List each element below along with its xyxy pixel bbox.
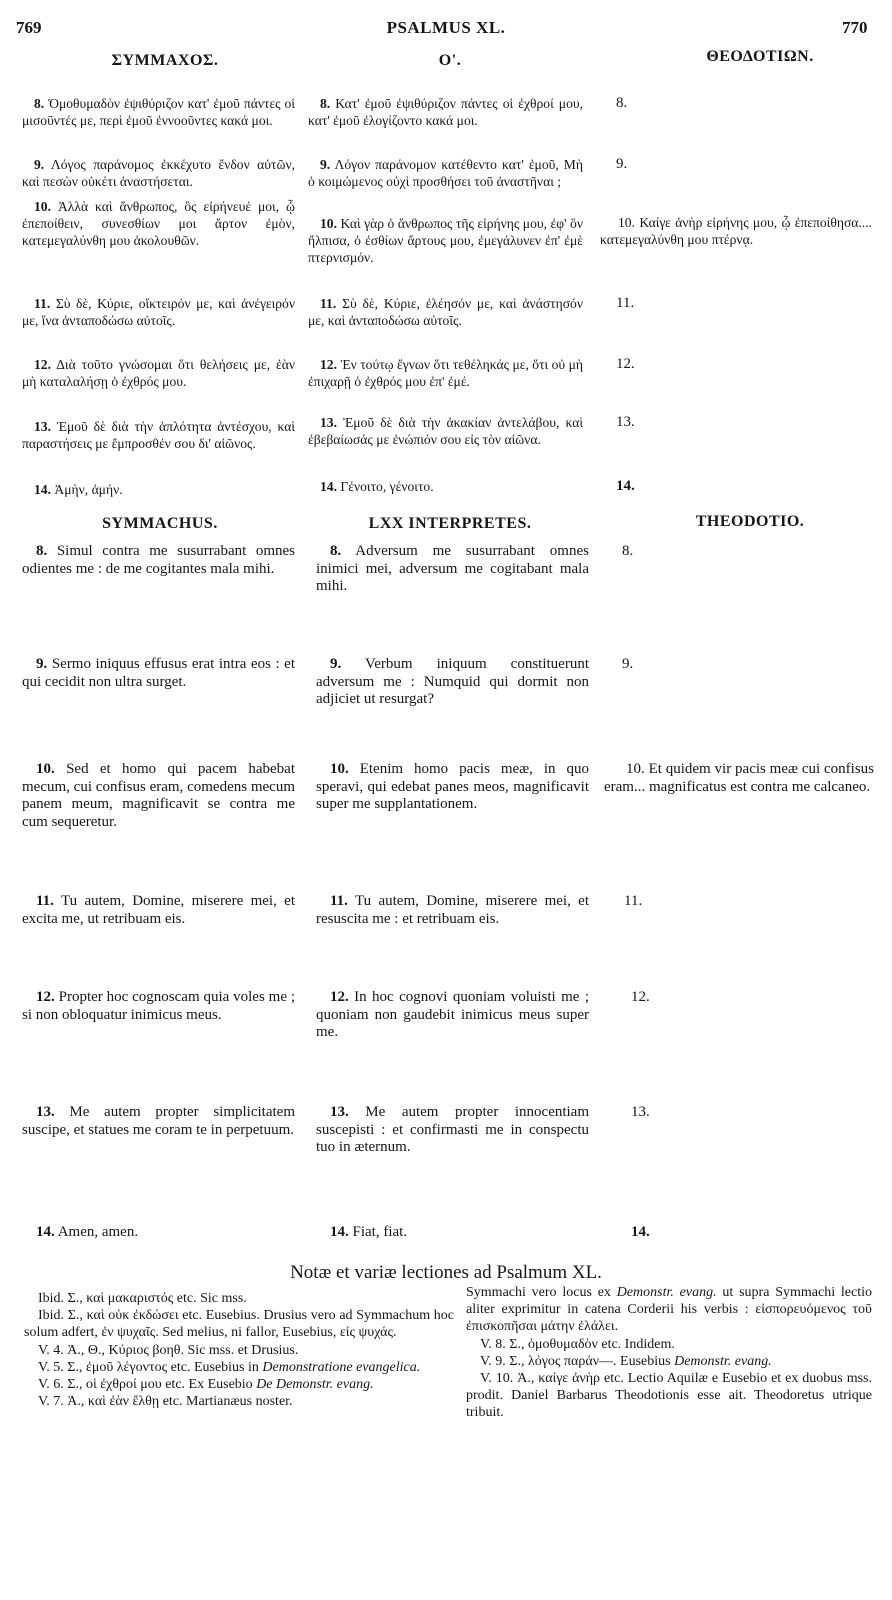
latin-sym-verse-14 (22, 1224, 295, 1242)
greek-header-symmachus: ΣΥΜΜΑΧΟΣ. (111, 52, 219, 69)
latin-header-theodotion: THEODOTIO. (695, 513, 805, 530)
verse-number: 8. (36, 543, 48, 559)
latin-theo-num-11: 11. (624, 893, 643, 909)
latin-theo-num-13: 13. (631, 1104, 650, 1120)
verse-text: Ἐμοῦ δὲ διὰ τὴν ἀκακίαν ἀντελάβου, καὶ ἐβεβαίωσάς με ἐνώπιόν σου εἰς τὸν αἰῶνα. (308, 415, 583, 447)
verse-number: 13. (34, 419, 51, 434)
verse-number: 11. (36, 893, 54, 909)
verse-text: Propter hoc cognoscam quia voles me ; si non obloquatur inimicus meus. (22, 989, 295, 1023)
note-ibid-1: Ibid. Σ., καὶ μακαριστός etc. Sic mss. (38, 1291, 247, 1306)
greek-theo-num-11: 11. (616, 295, 635, 311)
verse-text: Etenim homo pacis meæ, in quo speravi, qui edebat panes meos, magnificavit super me supplantationem. (316, 761, 590, 812)
verse-number: 14. (330, 1224, 349, 1240)
note-v10: V. 10. Ἀ., καίγε ἀνὴρ etc. Lectio Aquilæ e Eusebio et ex duobus mss. prodit. Daniel Barbarus Theodotionis esse ait. Theodoretus utrique tribuit. (466, 1371, 872, 1421)
note-v7: V. 7. Ἀ., καὶ ἐὰν ἔλθῃ etc. Martianæus noster. (38, 1394, 293, 1410)
page-title: PSALMUS XL. (386, 18, 506, 37)
greek-sym-verse-13 (22, 418, 295, 452)
verse-number: 10. (320, 216, 337, 231)
greek-sym-verse-9 (22, 156, 295, 190)
latin-header-lxx: LXX INTERPRETES. (368, 515, 532, 532)
latin-lxx-verse-9 (316, 656, 589, 709)
note-v4: V. 4. Ἀ., Θ., Κύριος βοηθ. Sic mss. et Drusius. (38, 1342, 299, 1358)
greek-lxx-verse-9 (308, 156, 583, 190)
verse-text: Tu autem, Domine, miserere mei, et resuscita me : et retribuam eis. (316, 893, 589, 927)
verse-number: 12. (330, 989, 349, 1005)
verse-number: 13. (36, 1104, 55, 1120)
greek-theo-num-9: 9. (616, 156, 628, 172)
verse-text: Ἀμὴν, ἀμήν. (54, 482, 123, 497)
verse-text: Sermo iniquus effusus erat intra eos : et qui cecidit non ultra surget. (22, 656, 296, 690)
note-ibid-2: Ibid. Σ., καὶ οὐκ ἐκδώσει etc. Eusebius. Drusius vero ad Symmachum hoc solum adfert, ἐν ψυχαῖς. Sed melius, ni fallor, Eusebius, εἰς ψυχάς. (24, 1308, 454, 1341)
greek-theo-verse-10: 10. Καίγε ἀνὴρ εἰρήνης μου, ᾧ ἐπεποίθησα.... κατεμεγαλύνθη μου πτέρνᾳ. (600, 215, 872, 247)
page-number-right: 770 (842, 18, 868, 37)
note-v5: V. 5. Σ., ἐμοῦ λέγοντος etc. Eusebius in Demonstratione evangelica. (38, 1359, 421, 1375)
verse-text: Ἐμοῦ δὲ διὰ τὴν ἁπλότητα ἀντέσχου, καὶ παραστήσεις με ἔμπροσθέν σου δι' αἰῶνος. (22, 419, 295, 451)
latin-lxx-verse-8 (316, 543, 589, 596)
latin-sym-verse-10 (22, 761, 295, 831)
verse-text: Verbum iniquum constituerunt adversum me : Numquid qui dormit non adjiciet ut resurgat? (316, 656, 589, 707)
verse-number: 12. (320, 357, 337, 372)
latin-theo-num-8: 8. (622, 543, 634, 559)
verse-text: Simul contra me susurrabant omnes odientes me : de me cogitantes mala mihi. (22, 543, 295, 577)
latin-theo-num-14: 14. (631, 1224, 650, 1240)
latin-theo-num-12: 12. (631, 989, 650, 1005)
greek-header-lxx: Ο'. (438, 52, 462, 69)
greek-header-theodotion: ΘΕΟΔΟΤΙΩΝ. (706, 48, 814, 65)
latin-lxx-verse-14 (316, 1224, 589, 1242)
greek-theo-num-14: 14. (616, 478, 635, 494)
verse-number: 10. (34, 199, 51, 214)
verse-text: Καὶ γὰρ ὁ ἄνθρωπος τῆς εἰρήνης μου, ἐφ' ὃν ἤλπισα, ὁ ἐσθίων ἄρτους μου, ἐμεγάλυνεν ἐπ' ἐμὲ πτερνισμόν. (308, 216, 583, 265)
greek-sym-verse-14 (22, 481, 295, 498)
verse-text: Ἐν τούτῳ ἔγνων ὅτι τεθέληκάς με, ὅτι οὐ μὴ ἐπιχαρῇ ὁ ἐχθρός μου ἐπ' ἐμέ. (308, 357, 584, 389)
verse-text: Σὺ δὲ, Κύριε, οἴκτειρόν με, καὶ ἀνέγειρόν με, ἵνα ἀνταποδώσω αὐτοῖς. (22, 296, 295, 328)
latin-sym-verse-8 (22, 543, 295, 578)
verse-number: 12. (36, 989, 55, 1005)
verse-text: Me autem propter simplicitatem suscipe, et statues me coram te in perpetuum. (22, 1104, 295, 1138)
latin-lxx-verse-10 (316, 761, 589, 814)
verse-number: 10. (330, 761, 349, 777)
latin-sym-verse-11 (22, 893, 295, 928)
verse-number: 13. (330, 1104, 349, 1120)
latin-theo-num-9: 9. (622, 656, 634, 672)
verse-number: 9. (320, 157, 331, 172)
greek-lxx-verse-14 (308, 478, 583, 495)
verse-number: 12. (34, 357, 51, 372)
verse-number: 14. (320, 479, 337, 494)
notes-left-column (24, 1290, 454, 1410)
verse-text: Tu autem, Domine, miserere mei, et excita me, ut retribuam eis. (22, 893, 295, 927)
note-v6: V. 6. Σ., οἱ ἐχθροί μου etc. Ex Eusebio De Demonstr. evang. (38, 1377, 374, 1393)
greek-lxx-verse-8 (308, 95, 583, 129)
greek-lxx-verse-10 (308, 215, 583, 266)
latin-sym-verse-13 (22, 1104, 295, 1139)
verse-number: 8. (34, 96, 45, 111)
latin-lxx-verse-11 (316, 893, 589, 928)
verse-text: Λόγος παράνομος ἐκκέχυτο ἔνδον αὐτῶν, καὶ πεσὼν οὐκέτι ἀναστήσεται. (22, 157, 295, 189)
verse-number: 8. (320, 96, 331, 111)
greek-sym-verse-8 (22, 95, 295, 129)
notes-right-column (466, 1284, 872, 1422)
greek-lxx-verse-11 (308, 295, 583, 329)
verse-number: 8. (330, 543, 342, 559)
verse-text: Amen, amen. (57, 1224, 139, 1240)
greek-lxx-verse-12 (308, 356, 583, 390)
verse-text: Adversum me susurrabant omnes inimici mei, adversum me cogitabant mala mihi. (316, 543, 589, 594)
greek-theo-num-12: 12. (616, 356, 635, 372)
verse-text: Fiat, fiat. (352, 1224, 408, 1240)
latin-sym-verse-9 (22, 656, 295, 691)
greek-lxx-verse-13 (308, 414, 583, 448)
verse-text: Sed et homo qui pacem habebat mecum, cui confisus eram, comedens mecum panem meum, magnificavit se contra me cum sequeretur. (22, 761, 296, 830)
verse-text: Ἀλλὰ καὶ ἄνθρωπος, ὃς εἰρήνευέ μοι, ᾧ ἐπεποίθειν, συνεσθίων μοι ἄρτον ἐμὸν, κατεμεγαλύνθη μου ἀκολουθῶν. (22, 199, 296, 248)
latin-lxx-verse-13 (316, 1104, 589, 1157)
note-v8: V. 8. Σ., ὁμοθυμαδὸν etc. Indidem. (480, 1336, 675, 1352)
verse-text: Ὁμοθυμαδὸν ἐψιθύριζον κατ' ἐμοῦ πάντες οἱ μισοῦντές με, περὶ ἐμοῦ ἐννοοῦντες κακά μοι. (22, 96, 295, 128)
greek-sym-verse-11 (22, 295, 295, 329)
latin-header-symmachus: SYMMACHUS. (102, 515, 218, 532)
verse-text: Λόγον παράνομον κατέθεντο κατ' ἐμοῦ, Μὴ ὁ κοιμώμενος οὐχὶ προσθήσει τοῦ ἀναστῆναι ; (308, 157, 583, 189)
latin-theo-verse-10: 10. Et quidem vir pacis meæ cui confisus eram... magnificatus est contra me calcaneo. (604, 761, 874, 795)
note-symmachi-locus: Symmachi vero locus ex Demonstr. evang. ut supra Symmachi lectio aliter exprimitur in catena Corderii his verbis : εἰσπορευόμενος τοῦ ἐπισκοπῆσαι μάτην ἐλάλει. (466, 1285, 872, 1335)
verse-text: In hoc cognovi quoniam voluisti me ; quoniam non gaudebit inimicus meus super me. (316, 989, 589, 1040)
latin-lxx-verse-12 (316, 989, 589, 1042)
verse-number: 13. (320, 415, 337, 430)
verse-text: Σὺ δὲ, Κύριε, ἐλέησόν με, καὶ ἀνάστησόν με, καὶ ἀνταποδώσω αὐτοῖς. (308, 296, 583, 328)
verse-number: 11. (330, 893, 348, 909)
note-v9: V. 9. Σ., λόγος παράν—. Eusebius Demonstr. evang. (480, 1353, 772, 1369)
verse-text: Γένοιτο, γένοιτο. (340, 479, 434, 494)
verse-text: Me autem propter innocentiam suscepisti : et confirmasti me in conspectu tuo in æternum. (316, 1104, 590, 1155)
verse-number: 9. (330, 656, 342, 672)
verse-number: 11. (34, 296, 51, 311)
greek-theo-num-8: 8. (616, 95, 628, 111)
latin-sym-verse-12 (22, 989, 295, 1024)
page-number-left: 769 (16, 18, 42, 37)
verse-number: 9. (36, 656, 48, 672)
verse-number: 14. (34, 482, 51, 497)
verse-number: 11. (320, 296, 337, 311)
verse-number: 9. (34, 157, 45, 172)
notes-title: Notæ et variæ lectiones ad Psalmum XL. (290, 1262, 602, 1283)
verse-text: Διὰ τοῦτο γνώσομαι ὅτι θελήσεις με, ἐὰν μὴ καταλαλήσῃ ὁ ἐχθρός μου. (22, 357, 295, 389)
verse-text: Κατ' ἐμοῦ ἐψιθύριζον πάντες οἱ ἐχθροί μου, κατ' ἐμοῦ ἐλογίζοντο κακά μοι. (308, 96, 584, 128)
greek-theo-num-13: 13. (616, 414, 635, 430)
verse-number: 14. (36, 1224, 55, 1240)
greek-sym-verse-10 (22, 198, 295, 249)
verse-number: 10. (36, 761, 55, 777)
greek-sym-verse-12 (22, 356, 295, 390)
